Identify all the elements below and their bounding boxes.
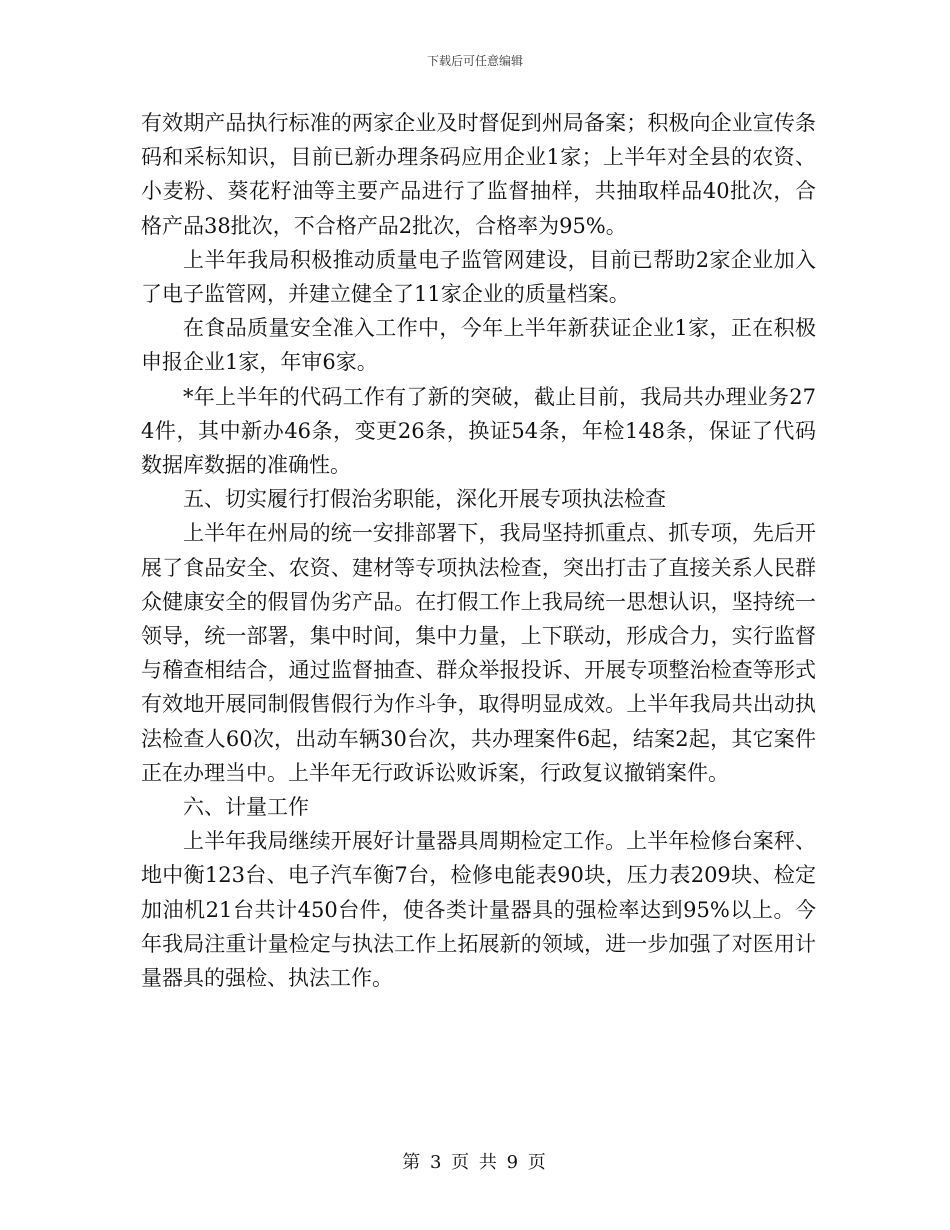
page-number-footer: 第 3 页 共 9 页 [402,1152,548,1173]
paragraph-1: 有效期产品执行标准的两家企业及时督促到州局备案；积极向企业宣传条码和采标知识，目前已新办理条码应用企业1家；上半年对全县的农资、小麦粉、葵花籽油等主要产品进行了监督抽样，共抽取样品40批次，合格产品38批次，不合格产品2批次，合格率为95%。 [141,111,816,238]
section-heading-5: 五、切实履行打假治劣职能，深化开展专项执法检查 [183,487,666,512]
paragraph-3: 在食品质量安全准入工作中，今年上半年新获证企业1家，正在积极申报企业1家，年审6家。 [141,316,816,375]
section-heading-6: 六、计量工作 [183,795,309,820]
paragraph-8: 上半年我局继续开展好计量器具周期检定工作。上半年检修台案秤、地中衡123台、电子汽车衡7台，检修电能表90块，压力表209块、检定加油机21台共计450台件，使各类计量器具的强检率达到95%以上。今年我局注重计量检定与执法工作上拓展新的领域，进一步加强了对医用计量器具的强检、执法工作。 [141,829,816,991]
paragraph-4: *年上半年的代码工作有了新的突破，截止目前，我局共办理业务274件，其中新办46条，变更26条，换证54条，年检148条，保证了代码数据库数据的准确性。 [141,384,816,478]
document-body [141,106,816,995]
paragraph-6: 上半年在州局的统一安排部署下，我局坚持抓重点、抓专项，先后开展了食品安全、农资、建材等专项执法检查，突出打击了直接关系人民群众健康安全的假冒伪劣产品。在打假工作上我局统一思想认识，坚持统一领导，统一部署，集中时间，集中力量，上下联动，形成合力，实行监督与稽查相结合，通过监督抽查、群众举报投诉、开展专项整治检查等形式有效地开展同制假售假行为作斗争，取得明显成效。上半年我局共出动执法检查人60次，出动车辆30台次，共办理案件6起，结案2起，其它案件正在办理当中。上半年无行政诉讼败诉案，行政复议撤销案件。 [141,521,816,785]
page-header: 下载后可任意编辑 [426,54,523,68]
paragraph-2: 上半年我局积极推动质量电子监管网建设，目前已帮助2家企业加入了电子监管网，并建立健全了11家企业的质量档案。 [141,247,816,307]
